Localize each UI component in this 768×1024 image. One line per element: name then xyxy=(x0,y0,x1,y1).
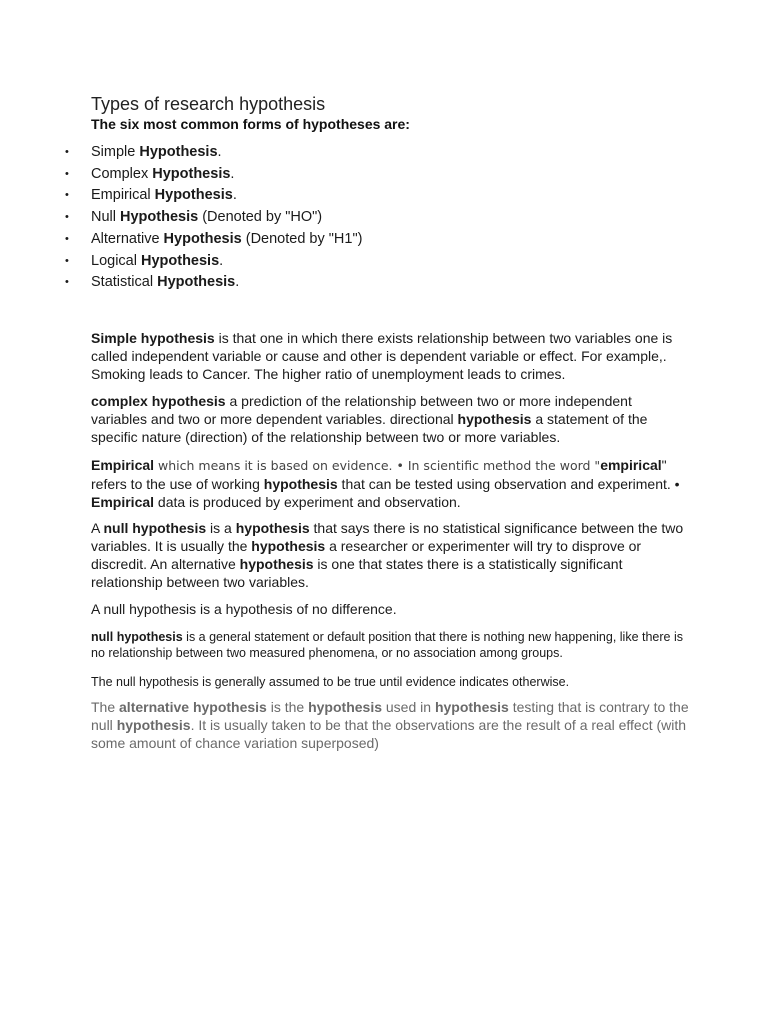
null-hypothesis-statement-paragraph: null hypothesis is a general statement or default position that there is nothing new happening, like there is no relationship between two measured phenomena, or no association among groups. xyxy=(91,630,683,660)
page-title: Types of research hypothesis xyxy=(91,94,326,114)
list-item: • Alternative Hypothesis (Denoted by "H1") xyxy=(62,229,362,251)
bullet-icon: • xyxy=(65,146,69,158)
list-item: • Empirical Hypothesis. xyxy=(62,185,362,207)
simple-hypothesis-paragraph: Simple hypothesis is that one in which there exists relationship between two variables one is called independent variable or cause and other is dependent variable or effect. For example,. Smoking leads to Cancer. The higher ratio of unemployment leads to crimes. xyxy=(91,330,673,382)
null-hypothesis-definition: A null hypothesis is a hypothesis of no difference. xyxy=(91,601,397,617)
list-item: • Complex Hypothesis. xyxy=(62,164,362,186)
null-hypothesis-assumption: The null hypothesis is generally assumed to be true until evidence indicates otherwise. xyxy=(91,675,570,689)
bullet-icon: • xyxy=(65,189,69,202)
list-item: • Logical Hypothesis. xyxy=(62,251,362,273)
complex-hypothesis-paragraph: complex hypothesis a prediction of the relationship between two or more independent variables and two or more dependent variables. directional hypothesis a statement of the specific nature (direction) of the relationship between two or more variables. xyxy=(91,393,648,445)
bullet-icon: • xyxy=(65,276,69,289)
list-item: • Statistical Hypothesis. xyxy=(62,272,362,294)
list-item: • Null Hypothesis (Denoted by "HO") xyxy=(62,207,362,229)
list-item: • Simple Hypothesis. xyxy=(62,142,362,164)
hypothesis-types-list xyxy=(62,142,362,294)
empirical-hypothesis-paragraph: Empirical which means it is based on evidence. • In scientific method the word "empirical" refers to the use of working hypothesis that can be tested using observation and experiment. • Empirical data is produced by experiment and observation. xyxy=(91,457,680,510)
bullet-icon: • xyxy=(65,167,69,180)
bullet-icon: • xyxy=(65,211,69,224)
null-hypothesis-paragraph: A null hypothesis is a hypothesis that says there is no statistical significance between the two variables. It is usually the hypothesis a researcher or experimenter will try to disprove or discredit. An alternative hypothesis is one that states there is a statistically significant relationship between two variables. xyxy=(91,520,684,590)
bullet-icon: • xyxy=(65,232,69,245)
bullet-icon: • xyxy=(65,254,69,267)
alternative-hypothesis-paragraph: The alternative hypothesis is the hypothesis used in hypothesis testing that is contrary to the null hypothesis. It is usually taken to be that the observations are the result of a real effect (with some amount of chance variation superposed) xyxy=(91,699,689,751)
list-intro: The six most common forms of hypotheses are: xyxy=(91,116,410,132)
